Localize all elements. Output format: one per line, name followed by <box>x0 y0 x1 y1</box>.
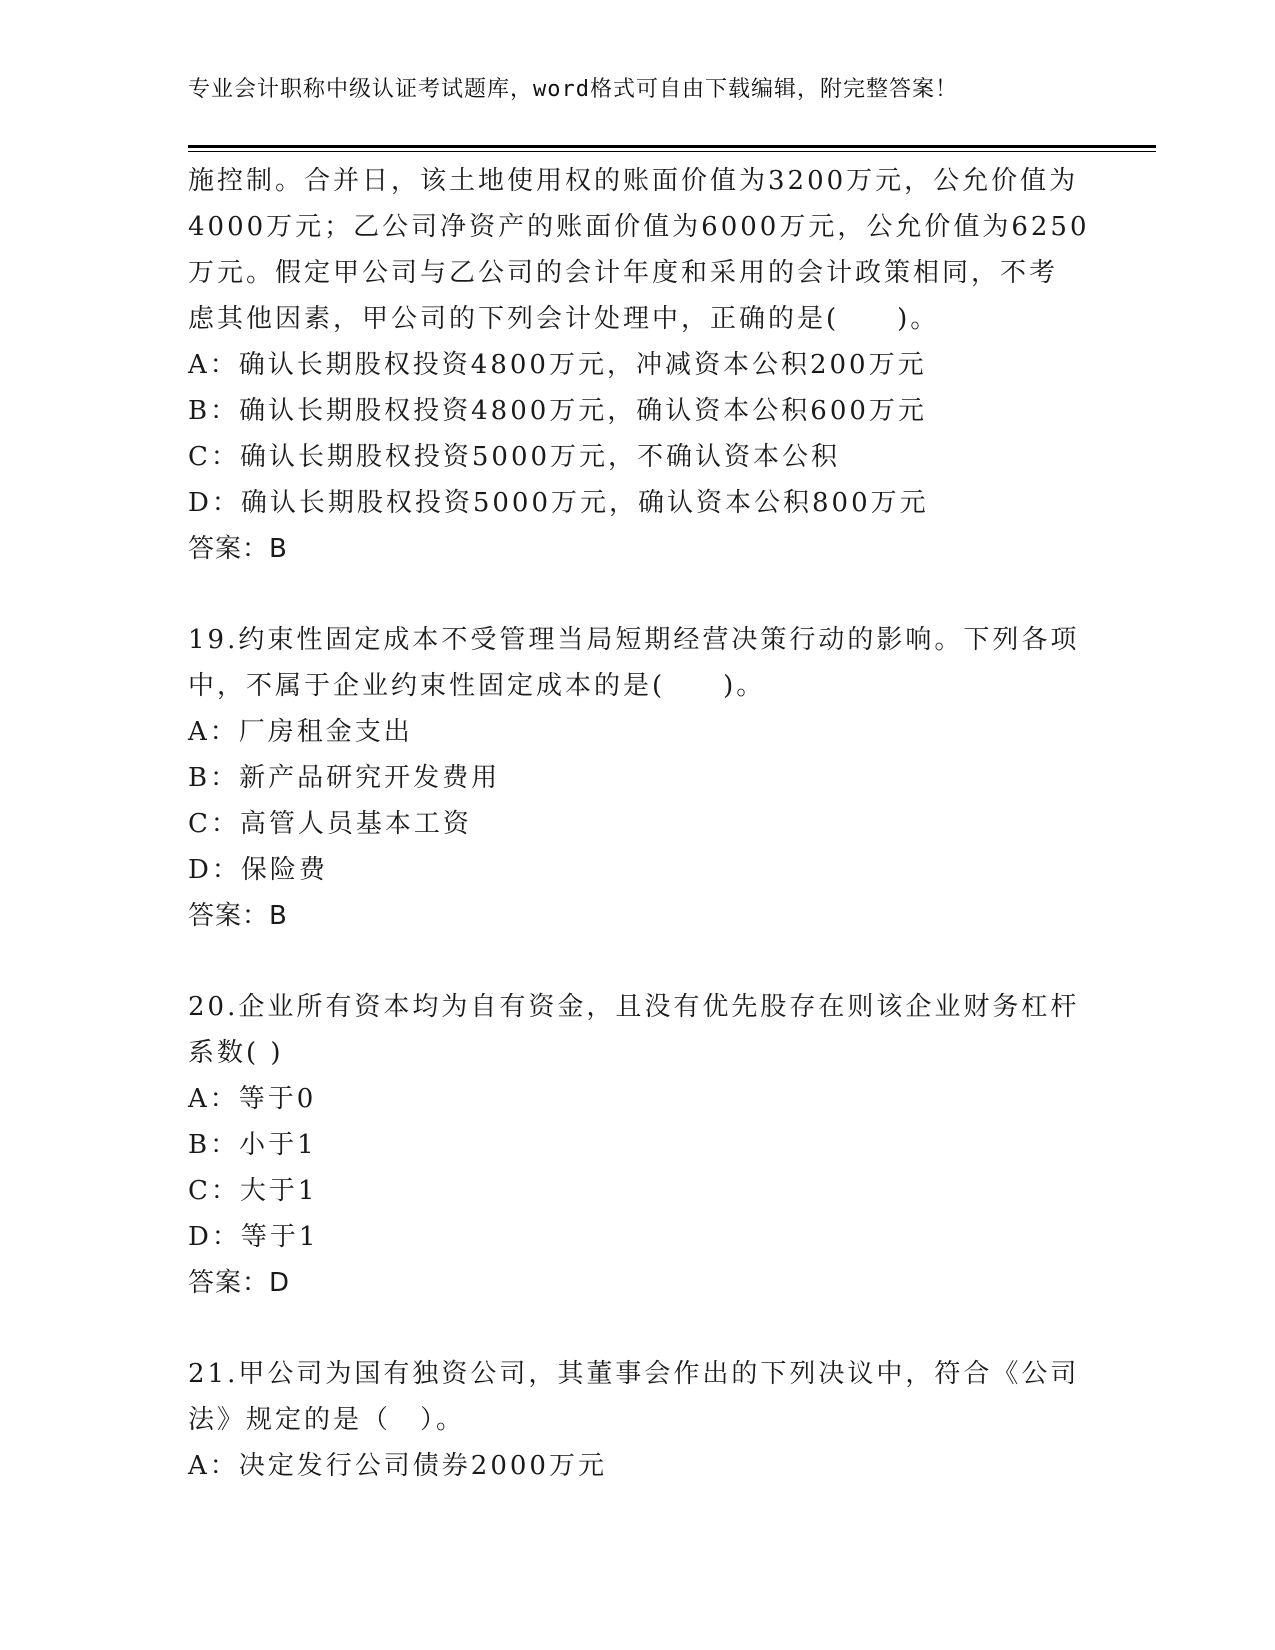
option-d: D：确认长期股权投资5000万元，确认资本公积800万元 <box>188 488 929 518</box>
option-a: A：决定发行公司债券2000万元 <box>188 1451 607 1481</box>
question-19 <box>188 617 1088 939</box>
option-b: B：小于1 <box>188 1130 317 1160</box>
question-text-line: 19.约束性固定成本不受管理当局短期经营决策行动的影响。下列各项 <box>188 625 1080 655</box>
option-d: D：等于1 <box>188 1222 319 1252</box>
question-text-line: 施控制。合并日，该土地使用权的账面价值为3200万元，公允价值为 <box>188 166 1079 196</box>
question-text-line: 系数( ) <box>188 1038 284 1068</box>
answer: 答案：B <box>188 534 288 564</box>
option-a: A：确认长期股权投资4800万元，冲减资本公积200万元 <box>188 350 927 380</box>
option-b: B：新产品研究开发费用 <box>188 763 501 793</box>
answer: 答案：B <box>188 901 288 931</box>
question-text-line: 万元。假定甲公司与乙公司的会计年度和采用的会计政策相同，不考 <box>188 258 1059 288</box>
option-a: A：厂房租金支出 <box>188 717 413 747</box>
question-text-line: 4000万元；乙公司净资产的账面价值为6000万元，公允价值为6250 <box>188 212 1090 242</box>
option-c: C：高管人员基本工资 <box>188 809 472 839</box>
question-text-line: 21.甲公司为国有独资公司，其董事会作出的下列决议中，符合《公司 <box>188 1359 1080 1389</box>
question-text-line: 法》规定的是（ ）。 <box>188 1405 466 1435</box>
question-20 <box>188 984 1088 1306</box>
page-header: 专业会计职称中级认证考试题库，word格式可自由下载编辑，附完整答案！ <box>188 77 958 102</box>
spacer <box>188 939 1088 984</box>
question-21 <box>188 1351 1088 1489</box>
header-rule-thin <box>188 151 1156 152</box>
question-text-line: 虑其他因素，甲公司的下列会计处理中，正确的是( )。 <box>188 304 940 334</box>
question-text-line: 20.企业所有资本均为自有资金，且没有优先股存在则该企业财务杠杆 <box>188 992 1080 1022</box>
option-a: A：等于0 <box>188 1084 317 1114</box>
spacer <box>188 572 1088 617</box>
document-body <box>188 158 1088 1489</box>
question-text-line: 中，不属于企业约束性固定成本的是( )。 <box>188 671 766 701</box>
question-18 <box>188 158 1088 572</box>
answer: 答案：D <box>188 1268 291 1298</box>
option-b: B：确认长期股权投资4800万元，确认资本公积600万元 <box>188 396 927 426</box>
spacer <box>188 1306 1088 1351</box>
option-d: D：保险费 <box>188 855 328 885</box>
option-c: C：大于1 <box>188 1176 318 1206</box>
header-rule-thick <box>188 145 1156 148</box>
option-c: C：确认长期股权投资5000万元，不确认资本公积 <box>188 442 841 472</box>
